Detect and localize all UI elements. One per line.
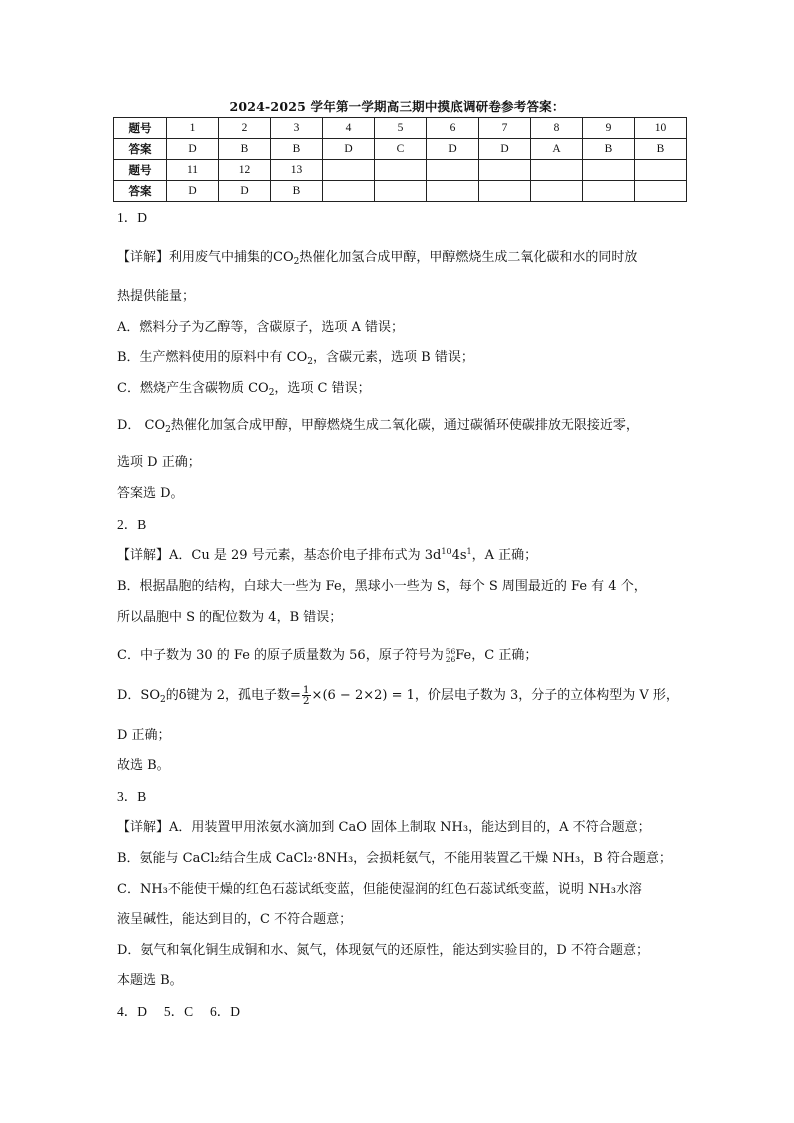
answer-cell [479,181,531,202]
answer-cell: B [271,139,323,160]
q2-detail-a: 【详解】A．Cu 是 29 号元素，基态价电子排布式为 $3d^{10}4s^1$，A 正确； [117,547,538,563]
q1-option-a: A．燃料分子为乙醇等，含碳原子，选项 A 错误； [117,320,405,335]
q1-conclusion: 答案选 D。 [117,486,184,501]
q2-option-c: C．中子数为 30 的 Fe 的原子质量数为 56，原子符号为 56 26 Fe，C 正确； [117,646,538,664]
q1-detail-cont: 热提供能量； [117,289,196,304]
answer-cell [323,181,375,202]
answer-cell [635,181,687,202]
question-number-cell: 4 [323,118,375,139]
row-header-question: 题号 [114,160,167,181]
answer-table [113,117,687,202]
question-number-cell [635,160,687,181]
question-number-cell: 13 [271,160,323,181]
question-number-cell: 5 [375,118,427,139]
question-number-cell [479,160,531,181]
q3-option-b: B．氨能与 CaCl₂结合生成 CaCl₂·8NH₃，会损耗氨气，不能用装置乙干燥 NH₃，B 符合题意； [117,851,672,866]
answer-cell: D [219,181,271,202]
q1-detail: 【详解】利用废气中捕集的$CO_2$热催化加氢合成甲醇，甲醇燃烧生成二氧化碳和水的同时放 [117,250,638,267]
q3-answer: 3．B [117,789,147,804]
answer-row [114,139,687,160]
answer-cell: A [531,139,583,160]
q3-option-c: C．NH₃不能使干燥的红色石蕊试纸变蓝，但能使湿润的红色石蕊试纸变蓝，说明 NH₃水溶 [117,882,642,897]
question-number-cell: 2 [219,118,271,139]
answer-cell: D [479,139,531,160]
row-header-answer: 答案 [114,139,167,160]
answer-cell: D [427,139,479,160]
q2-answer: 2．B [117,517,147,532]
question-number-row [114,160,687,181]
q3-detail-a: 【详解】A．用装置甲用浓氨水滴加到 CaO 固体上制取 NH₃，能达到目的，A 不符合题意； [117,820,651,835]
answer-cell: D [167,139,219,160]
q1-option-b: B．生产燃料使用的原料中有 $CO_2$，含碳元素，选项 B 错误； [117,350,474,367]
question-number-cell [323,160,375,181]
q1-option-d: D． $CO_2$热催化加氢合成甲醇，甲醇燃烧生成二氧化碳，通过碳循环使碳排放无限接近零， [117,418,639,435]
answer-cell: D [323,139,375,160]
answer-cell: D [167,181,219,202]
q3-conclusion: 本题选 B。 [117,973,183,988]
answer-cell [531,181,583,202]
question-number-cell [531,160,583,181]
q2-conclusion: 故选 B。 [117,758,170,773]
answer-cell: C [375,139,427,160]
q2-option-d-cont: D 正确； [117,728,171,743]
nuclide-symbol: 56 26 [445,646,456,664]
question-number-cell: 10 [635,118,687,139]
question-number-cell: 6 [427,118,479,139]
q3-option-d: D．氨气和氧化铜生成铜和水、氮气，体现氨气的还原性，能达到实验目的，D 不符合题意； [117,943,649,958]
question-number-cell: 12 [219,160,271,181]
answer-row [114,181,687,202]
row-header-question: 题号 [114,118,167,139]
question-number-cell [427,160,479,181]
q1-answer: 1．D [117,210,147,225]
answer-cell [427,181,479,202]
question-number-cell: 8 [531,118,583,139]
row-header-answer: 答案 [114,181,167,202]
fraction: $\frac{1}{2}$ [302,684,310,707]
question-number-row [114,118,687,139]
answer-cell [375,181,427,202]
answer-cell: B [583,139,635,160]
question-number-cell: 1 [167,118,219,139]
question-number-cell: 11 [167,160,219,181]
q1-option-d-cont: 选项 D 正确； [117,455,201,470]
answer-cell [583,181,635,202]
answer-cell: B [635,139,687,160]
q1-option-c: C．燃烧产生含碳物质 $CO_2$，选项 C 错误； [117,381,371,398]
page-title: 2024-2025 学年第一学期高三期中摸底调研卷参考答案： [229,99,565,114]
q4-6-answers: 4．D 5．C 6．D [117,1004,241,1019]
answer-cell: B [271,181,323,202]
q2-option-d: D．$SO_2$的δ键为 2，孤电子数= $\frac{1}{2}$ ×(6 − 2×2) = 1，价层电子数为 3，分子的立体构型为 V 形， [117,684,679,707]
answer-cell: B [219,139,271,160]
question-number-cell: 9 [583,118,635,139]
question-number-cell [583,160,635,181]
q3-option-c-cont: 液呈碱性，能达到目的，C 不符合题意； [117,912,353,927]
q2-option-b: B．根据晶胞的结构，白球大一些为 Fe，黑球小一些为 S，每个 S 周围最近的 Fe 有 4 个， [117,579,647,594]
question-number-cell: 7 [479,118,531,139]
question-number-cell [375,160,427,181]
q2-option-b-cont: 所以晶胞中 S 的配位数为 4，B 错误； [117,610,343,625]
question-number-cell: 3 [271,118,323,139]
